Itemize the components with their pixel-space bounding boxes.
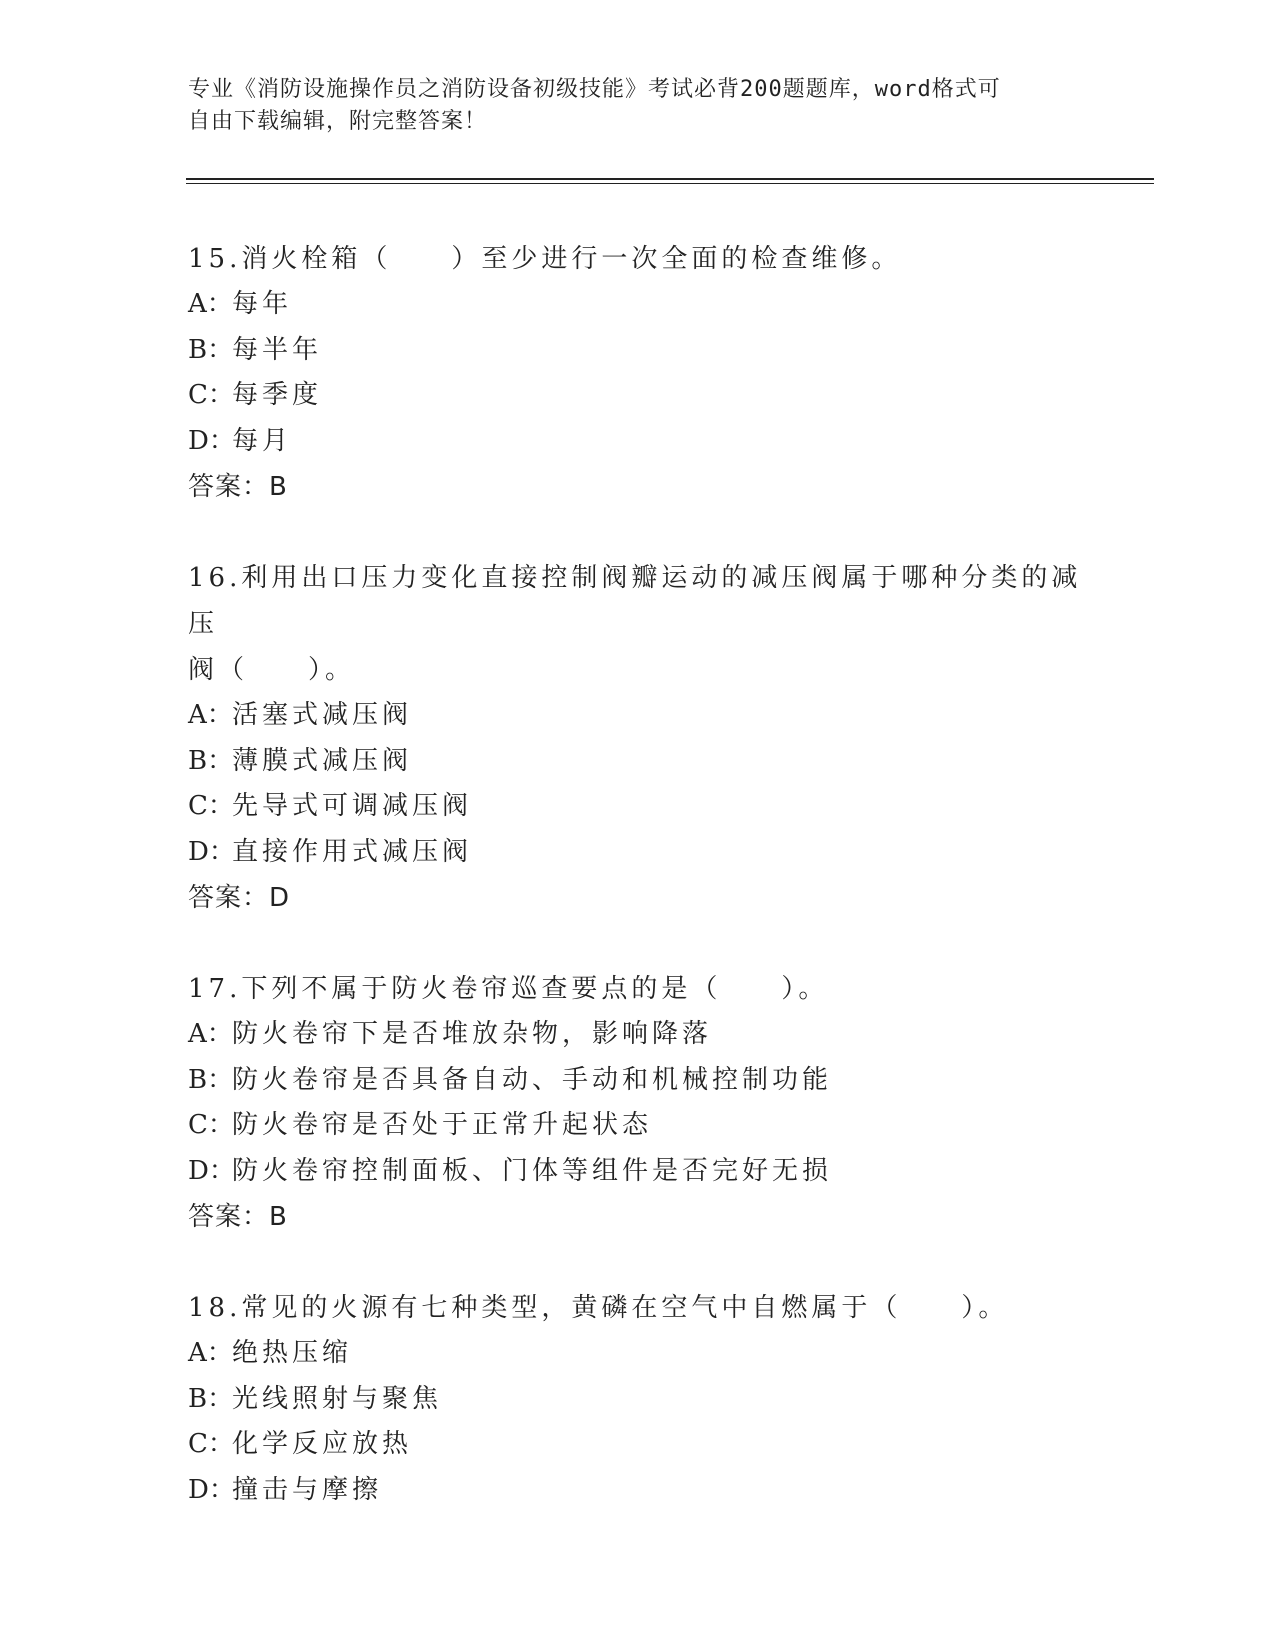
header-line-1: 专业《消防设施操作员之消防设备初级技能》考试必背200题题库，word格式可 xyxy=(188,77,1001,102)
question-title-continued: 阀（ ）。 xyxy=(188,655,356,685)
option-letter: D： xyxy=(188,1155,235,1186)
question-list xyxy=(188,236,1088,1558)
option-letter: D： xyxy=(188,425,235,456)
option-letter: D： xyxy=(188,1474,235,1505)
answer-line: 答案：B xyxy=(188,1202,288,1232)
option-text: 每半年 xyxy=(232,334,323,365)
question-16 xyxy=(188,555,1088,921)
option-text: 撞击与摩擦 xyxy=(232,1474,383,1505)
answer-line: 答案：D xyxy=(188,883,291,913)
option-b xyxy=(188,328,1088,374)
answer-line: 答案：B xyxy=(188,472,288,502)
option-letter: B： xyxy=(188,1383,234,1414)
question-title: 18.常见的火源有七种类型，黄磷在空气中自燃属于（ ）。 xyxy=(188,1293,1009,1323)
option-d xyxy=(188,1468,1088,1514)
option-text: 化学反应放热 xyxy=(232,1429,413,1459)
question-15 xyxy=(188,236,1088,510)
option-text: 防火卷帘是否处于正常升起状态 xyxy=(232,1110,653,1140)
option-c xyxy=(188,373,1088,419)
option-c xyxy=(188,1422,1088,1468)
option-letter: A： xyxy=(188,289,233,319)
header-line-2: 自由下载编辑，附完整答案！ xyxy=(188,109,488,134)
option-letter: C： xyxy=(188,1429,234,1459)
option-text: 每年 xyxy=(232,289,293,319)
option-c xyxy=(188,1103,1088,1149)
option-a xyxy=(188,282,1088,328)
option-text: 防火卷帘是否具备自动、手动和机械控制功能 xyxy=(232,1064,833,1095)
option-text: 活塞式减压阀 xyxy=(232,700,413,730)
option-letter: A： xyxy=(188,700,233,730)
header-divider-thick xyxy=(186,178,1154,180)
question-18 xyxy=(188,1285,1088,1513)
option-text: 光线照射与聚焦 xyxy=(232,1383,443,1414)
option-d xyxy=(188,419,1088,465)
option-text: 先导式可调减压阀 xyxy=(232,791,473,821)
option-letter: A： xyxy=(188,1019,233,1049)
option-a xyxy=(188,1012,1088,1058)
question-title: 15.消火栓箱（ ）至少进行一次全面的检查维修。 xyxy=(188,244,902,274)
option-b xyxy=(188,1058,1088,1104)
option-a xyxy=(188,1331,1088,1377)
option-letter: C： xyxy=(188,380,234,410)
header-divider-thin xyxy=(186,183,1154,184)
option-letter: B： xyxy=(188,334,234,365)
option-b xyxy=(188,1377,1088,1423)
option-letter: B： xyxy=(188,745,234,776)
question-17 xyxy=(188,966,1088,1240)
option-c xyxy=(188,784,1088,830)
option-d xyxy=(188,830,1088,876)
option-d xyxy=(188,1149,1088,1195)
option-text: 每季度 xyxy=(232,380,323,410)
option-letter: D： xyxy=(188,836,235,867)
option-letter: B： xyxy=(188,1064,234,1095)
option-text: 防火卷帘下是否堆放杂物，影响降落 xyxy=(232,1019,713,1049)
document-header xyxy=(188,74,1068,138)
option-text: 每月 xyxy=(232,425,293,456)
option-letter: C： xyxy=(188,1110,234,1140)
option-b xyxy=(188,739,1088,785)
option-text: 防火卷帘控制面板、门体等组件是否完好无损 xyxy=(232,1155,833,1186)
option-letter: A： xyxy=(188,1338,233,1368)
option-text: 直接作用式减压阀 xyxy=(232,836,473,867)
question-title: 16.利用出口压力变化直接控制阀瓣运动的减压阀属于哪种分类的减压 xyxy=(188,563,1082,639)
option-letter: C： xyxy=(188,791,234,821)
option-a xyxy=(188,693,1088,739)
question-title: 17.下列不属于防火卷帘巡查要点的是（ ）。 xyxy=(188,974,829,1004)
option-text: 薄膜式减压阀 xyxy=(232,745,413,776)
option-text: 绝热压缩 xyxy=(232,1338,353,1368)
